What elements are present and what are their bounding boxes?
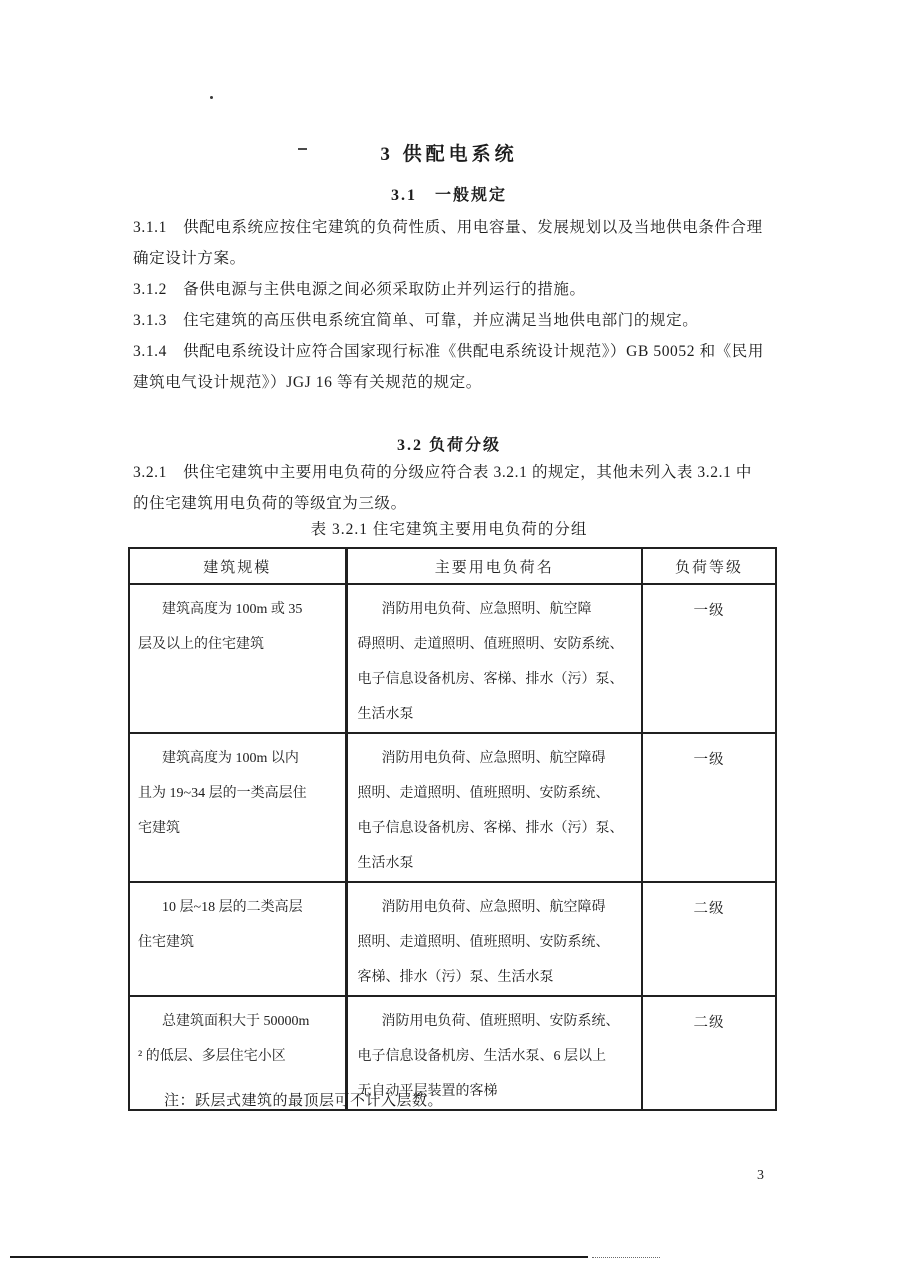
load-grade-cell: 一级 <box>693 752 725 768</box>
header-load-grade: 负荷等级 <box>642 548 776 584</box>
load-classification-table <box>128 547 777 1111</box>
chapter-title: 3 供配电系统 <box>380 144 518 165</box>
page-number: 3 <box>757 1168 764 1183</box>
paragraph-3-2-1: 3.2.1 供住宅建筑中主要用电负荷的分级应符合表 3.2.1 的规定，其他未列入表 3.2.1 中 的住宅建筑用电负荷的等级宜为三级。 <box>133 464 753 512</box>
building-scale-cell: 总建筑面积大于 50000m ² 的低层、多层住宅小区 <box>138 1014 310 1064</box>
building-scale-cell: 建筑高度为 100m 或 35 层及以上的住宅建筑 <box>138 602 303 652</box>
table-note: 注：跃层式建筑的最顶层可不计入层数。 <box>164 1093 444 1109</box>
scan-speck-dot <box>210 96 213 99</box>
section-heading-3-1: 3.1 一般规定 <box>390 187 507 204</box>
scan-edge-line-tail <box>592 1257 660 1258</box>
table-header-row <box>129 548 776 584</box>
main-loads-cell: 消防用电负荷、应急照明、航空障碍 照明、走道照明、值班照明、安防系统、 电子信息设备机房、客梯、排水（污）泵、 生活水泵 <box>357 751 624 871</box>
paragraph-3-1-3: 3.1.3 住宅建筑的高压供电系统宜简单、可靠，并应满足当地供电部门的规定。 <box>133 312 699 329</box>
table-row <box>129 882 776 996</box>
building-scale-cell: 建筑高度为 100m 以内 且为 19~34 层的一类高层住 宅建筑 <box>138 751 307 836</box>
main-loads-cell: 消防用电负荷、值班照明、安防系统、 电子信息设备机房、生活水泵、6 层以上 无自动平层装置的客梯 <box>357 1014 620 1099</box>
header-building-scale: 建筑规模 <box>129 548 346 584</box>
paragraph-3-1-1: 3.1.1 供配电系统应按住宅建筑的负荷性质、用电容量、发展规划以及当地供电条件合理 确定设计方案。 <box>133 219 763 267</box>
load-grade-cell: 一级 <box>693 603 725 619</box>
paragraph-3-1-4: 3.1.4 供配电系统设计应符合国家现行标准《供配电系统设计规范》）GB 50052 和《民用 建筑电气设计规范》）JGJ 16 等有关规范的规定。 <box>133 343 764 391</box>
paragraph-3-1-2: 3.1.2 备供电源与主供电源之间必须采取防止并列运行的措施。 <box>133 281 586 298</box>
load-grade-cell: 二级 <box>693 1015 725 1031</box>
main-loads-cell: 消防用电负荷、应急照明、航空障 碍照明、走道照明、值班照明、安防系统、 电子信息设备机房、客梯、排水（污）泵、 生活水泵 <box>357 602 624 722</box>
scan-edge-line <box>10 1256 588 1258</box>
main-loads-cell: 消防用电负荷、应急照明、航空障碍 照明、走道照明、值班照明、安防系统、 客梯、排水（污）泵、生活水泵 <box>357 900 610 985</box>
building-scale-cell: 10 层~18 层的二类高层 住宅建筑 <box>138 900 303 950</box>
table-row <box>129 584 776 733</box>
table-row <box>129 733 776 882</box>
section-heading-3-2: 3.2 负荷分级 <box>396 437 501 454</box>
load-grade-cell: 二级 <box>693 901 725 917</box>
header-main-loads: 主要用电负荷名 <box>346 548 642 584</box>
table-caption: 表 3.2.1 住宅建筑主要用电负荷的分组 <box>310 521 588 538</box>
